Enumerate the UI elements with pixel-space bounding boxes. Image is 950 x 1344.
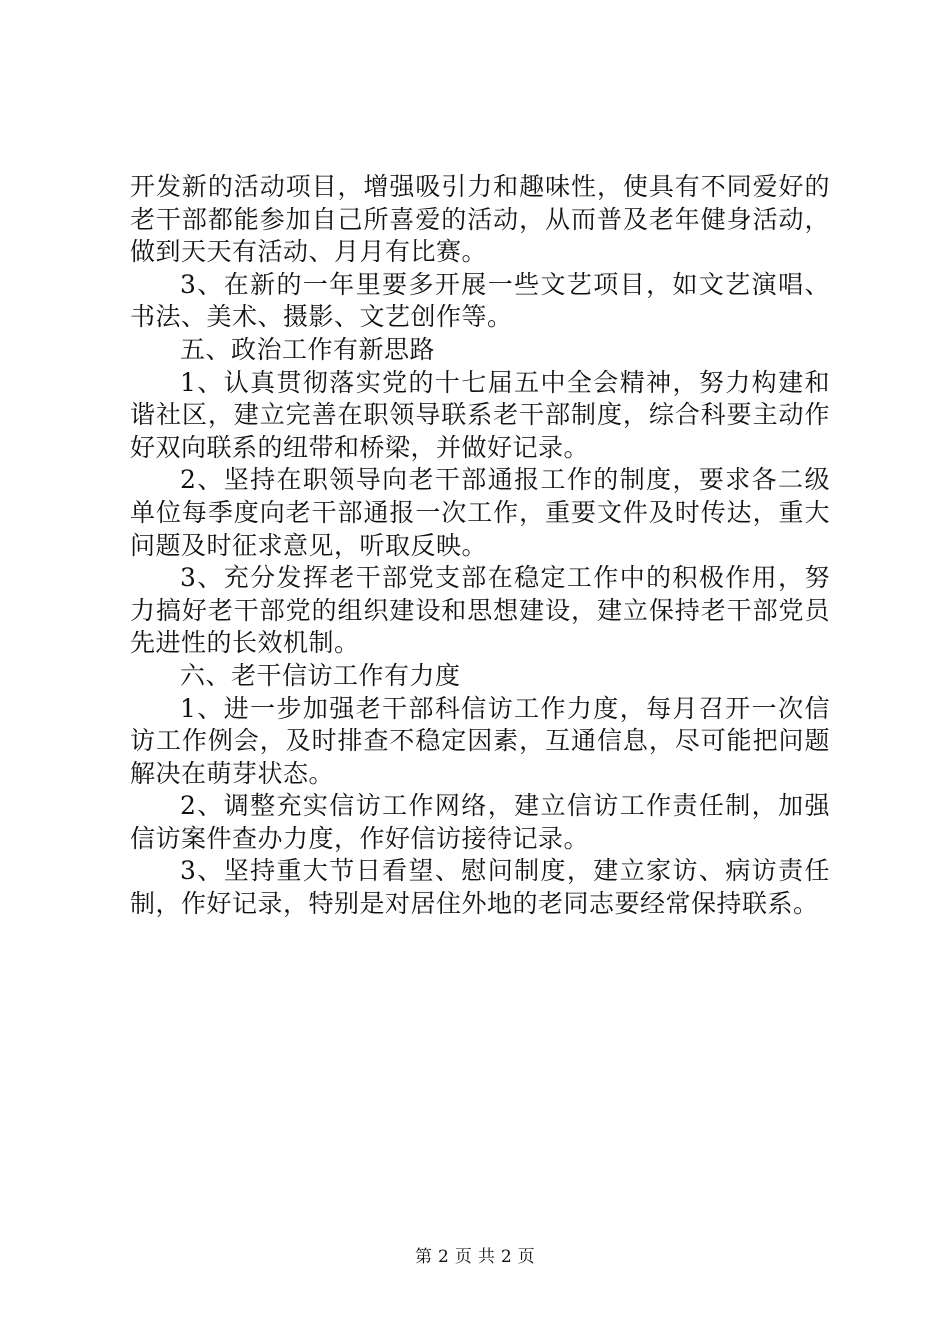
document-body bbox=[130, 171, 830, 921]
paragraph-item: 3、坚持重大节日看望、慰问制度，建立家访、病访责任制，作好记录，特别是对居住外地的老同志要经常保持联系。 bbox=[130, 856, 830, 919]
paragraph-intro: 开发新的活动项目，增强吸引力和趣味性，使具有不同爱好的老干部都能参加自己所喜爱的活动，从而普及老年健身活动，做到天天有活动、月月有比赛。 bbox=[130, 172, 830, 267]
paragraph-item: 3、充分发挥老干部党支部在稳定工作中的积极作用，努力搞好老干部党的组织建设和思想建设，建立保持老干部党员先进性的长效机制。 bbox=[130, 563, 830, 658]
paragraph-item: 1、认真贯彻落实党的十七届五中全会精神，努力构建和谐社区，建立完善在职领导联系老干部制度，综合科要主动作好双向联系的纽带和桥梁，并做好记录。 bbox=[130, 367, 830, 462]
section-heading: 六、老干信访工作有力度 bbox=[180, 660, 461, 690]
paragraph-item: 2、调整充实信访工作网络，建立信访工作责任制，加强信访案件查办力度，作好信访接待记录。 bbox=[130, 791, 830, 853]
paragraph-item: 1、进一步加强老干部科信访工作力度，每月召开一次信访工作例会，及时排查不稳定因素，互通信息，尽可能把问题解决在萌芽状态。 bbox=[130, 693, 830, 788]
paragraph-item: 3、在新的一年里要多开展一些文艺项目，如文艺演唱、书法、美术、摄影、文艺创作等。 bbox=[130, 269, 830, 332]
page-number-footer: 第 2 页 共 2 页 bbox=[415, 1247, 535, 1267]
paragraph-item: 2、坚持在职领导向老干部通报工作的制度，要求各二级单位每季度向老干部通报一次工作，重要文件及时传达，重大问题及时征求意见，听取反映。 bbox=[130, 465, 830, 560]
section-heading: 五、政治工作有新思路 bbox=[180, 334, 436, 364]
